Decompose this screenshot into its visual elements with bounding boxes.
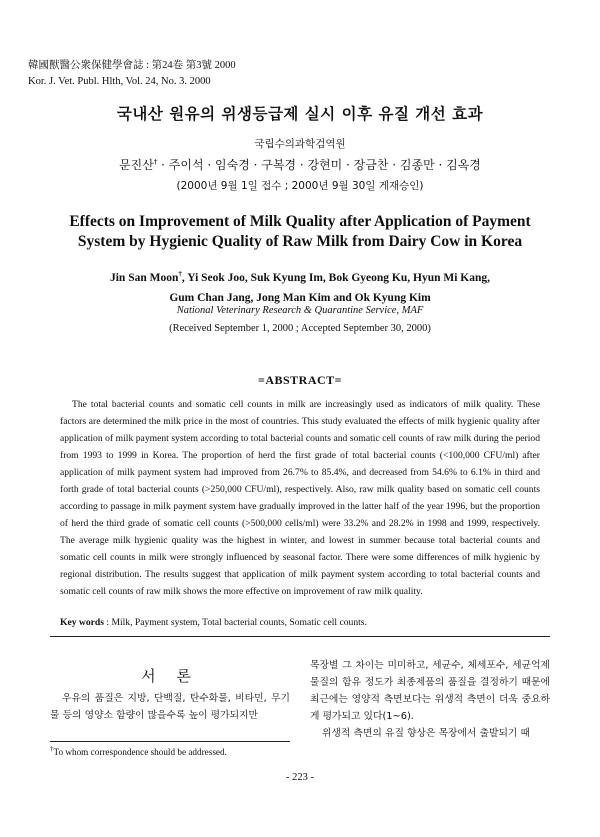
- korean-title: 국내산 원유의 위생등급제 실시 이후 유질 개선 효과: [116, 105, 484, 123]
- english-dates: (Received September 1, 2000 ; Accepted September 30, 2000): [169, 323, 431, 334]
- intro-heading: 서 론: [141, 667, 199, 685]
- keywords: [60, 617, 540, 628]
- intro-column-left: 우유의 품질은 지방, 단백질, 탄수화물, 비타민, 무기물 등의 영양소 함량이 많을수록 높이 평가되지만: [50, 693, 290, 721]
- english-title-line1: Effects on Improvement of Milk Quality after Application of Payment: [69, 213, 531, 230]
- footnote-dagger: †: [50, 745, 54, 753]
- english-institute: National Veterinary Research & Quarantine Service, MAF: [176, 305, 424, 316]
- abstract-heading: =ABSTRACT=: [257, 373, 343, 387]
- intro-paragraph-next: 위생적 측면의 유질 향상은 목장에서 출발되기 때: [322, 728, 530, 739]
- journal-line-english: Kor. J. Vet. Publ. Hlth, Vol. 24, No. 3. 2000: [28, 76, 211, 87]
- keywords-text: : Milk, Payment system, Total bacterial counts, Somatic cell counts.: [106, 617, 367, 628]
- korean-dates: (2000년 9월 1일 접수 ; 2000년 9월 30일 게재승인): [176, 180, 424, 192]
- english-title-line2: System by Hygienic Quality of Raw Milk from Dairy Cow in Korea: [77, 233, 523, 250]
- keywords-label: Key words: [60, 617, 104, 628]
- korean-first-author: 문진산: [119, 158, 154, 172]
- english-authors: [20, 264, 580, 308]
- korean-authors: [0, 156, 600, 173]
- footnote-rule: [50, 741, 290, 742]
- english-title: [20, 212, 580, 252]
- intro-paragraph-continued: 목장별 그 차이는 미미하고, 세균수, 체세포수, 세균억제물질의 함유 정도가 최종제품의 품질을 결정하기 때문에 최근에는 영양적 측면보다는 위생적 측면이 더욱 중요하게 평가되고 있다(1~6).: [310, 660, 550, 722]
- footnote-text: To whom correspondence should be addressed.: [53, 747, 227, 758]
- abstract-text: The total bacterial counts and somatic cell counts in milk are increasingly used as indicators of milk quality. These factors are determined the milk price in the most of countries. This study evaluated the effects of milk hygienic quality after application of milk payment system according to total bacterial counts and somatic cell counts of raw milk during the period from 1993 to 1999 in Korea. The proportion of herd the first grade of total bacterial counts (<100,000 CFU/ml) after application of milk payment system had improved from 26.7% to 85.4%, and decreased from 54.6% to 6.1% in third and forth grade of total bacterial counts (>250,000 CFU/ml), respectively. Also, raw milk quality based on somatic cell counts according to passage in milk payment system have gradually improved in the latter half of the year 1996, but the proportion of herd the third grade of somatic cell counts (>500,000 cells/ml) were 33.2% and 28.2% in 1998 and 1999, respectively. The average milk hygienic quality was the highest in winter, and lowest in summer because total bacterial counts and somatic cell counts in milk were strongly influenced by seasonal factor. There were some differences of milk hygienic by regional distribution. The results suggest that application of milk payment system according to total bacterial counts and somatic cell counts of raw milk shows the more effective on improvement of raw milk quality.: [60, 399, 540, 597]
- english-authors-line2: Gum Chan Jang, Jong Man Kim and Ok Kyung Kim: [169, 291, 431, 304]
- korean-other-authors: · 주이석 · 임숙경 · 구복경 · 강현미 · 장금찬 · 김종만 · 김옥경: [157, 158, 481, 172]
- dagger-mark: †: [153, 158, 158, 166]
- section-divider: [50, 636, 550, 637]
- english-authors-line1: [20, 264, 580, 288]
- english-first-author: Jin San Moon: [109, 271, 179, 284]
- footnote: [50, 745, 310, 757]
- english-authors-rest: , Yi Seok Joo, Suk Kyung Im, Bok Gyeong Ku, Hyun Mi Kang,: [181, 271, 490, 284]
- journal-header: [28, 58, 236, 90]
- page-number: - 223 -: [286, 772, 314, 783]
- dagger-mark-english: †: [178, 270, 182, 278]
- journal-line-korean: 韓國獸醫公衆保健學會誌 : 第24卷 第3號 2000: [28, 60, 236, 71]
- intro-column-right: [310, 657, 550, 742]
- korean-institute: 국립수의과학검역원: [254, 138, 346, 150]
